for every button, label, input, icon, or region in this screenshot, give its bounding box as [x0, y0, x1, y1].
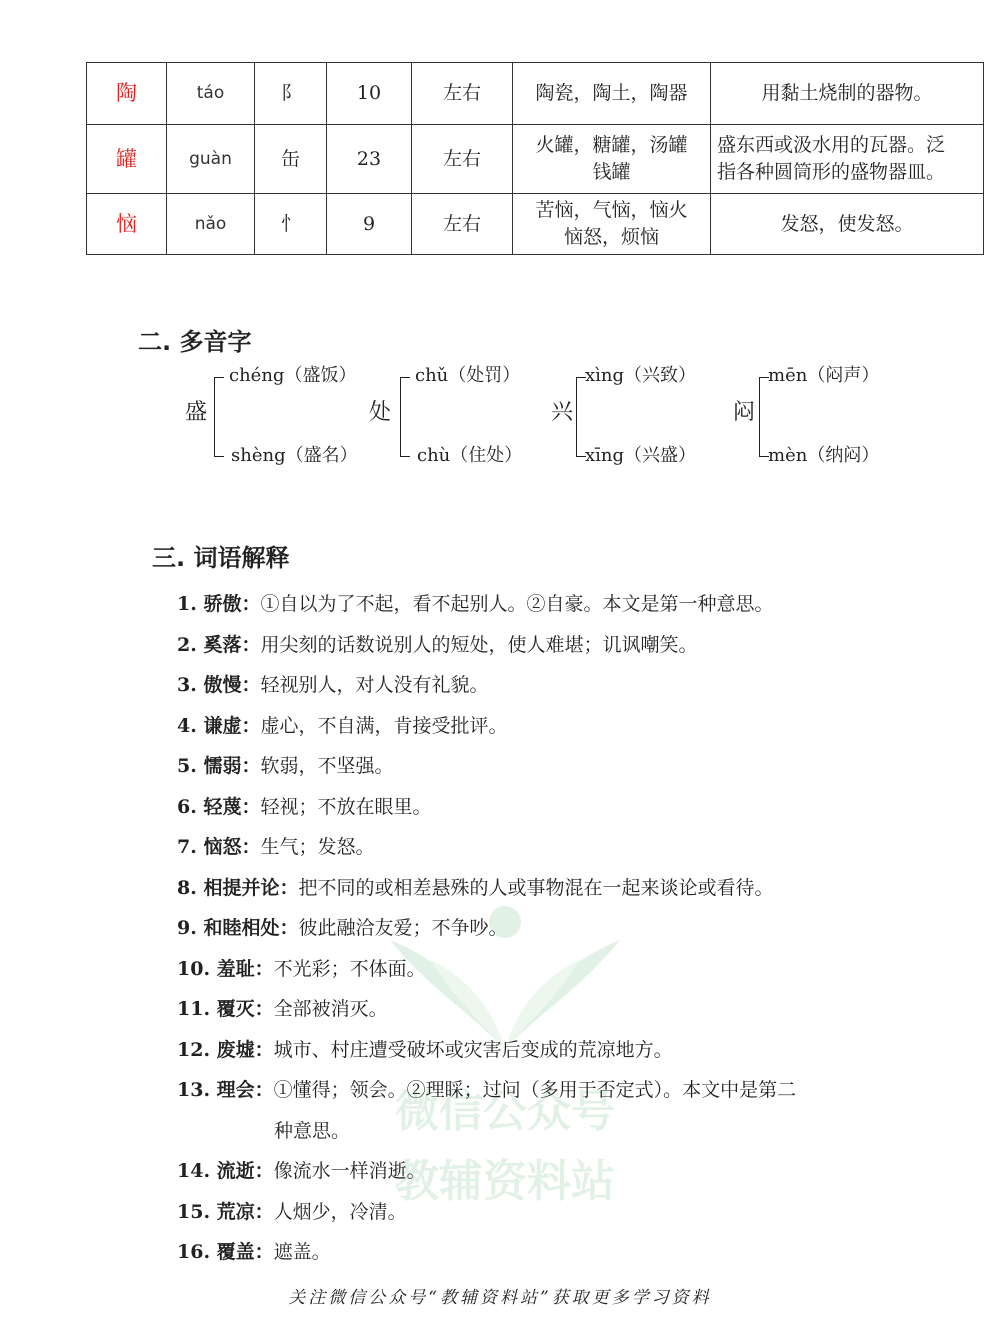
- pinyin-cell: táo: [167, 63, 255, 125]
- words-line: 陶瓷，陶土，陶器: [535, 82, 688, 104]
- polyphonic-group: [551, 365, 731, 475]
- polyphonic-char: 兴: [551, 400, 574, 425]
- definition: 全部被消灭。: [273, 998, 388, 1020]
- definition: 虚心，不自满，肯接受批评。: [260, 714, 508, 737]
- list-item: [177, 1030, 877, 1071]
- term: 10. 羞耻：: [177, 957, 274, 980]
- words-line: 火罐，糖罐，汤罐: [535, 134, 688, 156]
- vocabulary-list: [177, 584, 877, 1273]
- definition: 彼此融洽友爱；不争吵。: [298, 917, 508, 939]
- definition: 城市、村庄遭受破坏或灾害后变成的荒凉地方。: [273, 1038, 673, 1061]
- list-item: [177, 584, 877, 625]
- watermark-line: 教辅资料站: [395, 1156, 615, 1207]
- list-item: [177, 706, 877, 747]
- table-row: [87, 63, 984, 125]
- structure-cell: 左右: [412, 194, 513, 255]
- term: 6. 轻蔑：: [177, 795, 261, 818]
- list-item: [177, 1232, 877, 1273]
- term: 4. 谦虚：: [177, 714, 261, 737]
- reading-bottom: mèn（纳闷）: [768, 445, 880, 466]
- list-item: [177, 625, 877, 666]
- term: 2. 奚落：: [177, 633, 261, 656]
- vocabulary-heading: 三. 词语解释: [152, 544, 290, 572]
- words-line: 苦恼，气恼，恼火: [535, 199, 688, 221]
- term: 7. 恼怒：: [177, 836, 261, 858]
- meaning-cell: [711, 63, 984, 125]
- definition-continued: 种意思。: [274, 1119, 351, 1142]
- reading-bottom: shèng（盛名）: [231, 445, 358, 466]
- table-row: [87, 194, 984, 255]
- polyphonic-heading: 二. 多音字: [138, 328, 252, 356]
- term: 1. 骄傲：: [177, 593, 261, 615]
- term: 12. 废墟：: [177, 1038, 274, 1061]
- words-line: 恼怒，烦恼: [563, 226, 659, 248]
- term: 13. 理会：: [177, 1079, 274, 1101]
- strokes-cell: 9: [327, 194, 412, 255]
- char-cell: 罐: [87, 125, 167, 194]
- list-item: [177, 949, 877, 990]
- polyphonic-char: 闷: [733, 400, 756, 425]
- pinyin-cell: guàn: [167, 125, 255, 194]
- reading-top: xìng（兴致）: [585, 365, 697, 386]
- definition: 遮盖。: [273, 1241, 331, 1263]
- meaning-line: 指各种圆筒形的盛物器皿。: [717, 161, 946, 183]
- definition: 像流水一样消逝。: [273, 1160, 426, 1182]
- polyphonic-group: [185, 365, 365, 475]
- watermark-line: 微信公众号: [395, 1086, 615, 1137]
- polyphonic-group: [369, 365, 549, 475]
- list-item: [177, 1151, 877, 1192]
- footer-note: 关注微信公众号“教辅资料站”获取更多学习资料: [288, 1288, 712, 1308]
- definition: 轻视别人，对人没有礼貌。: [260, 674, 489, 696]
- definition: 软弱，不坚强。: [260, 755, 394, 777]
- words-cell: [513, 125, 711, 194]
- char-cell: 恼: [87, 194, 167, 255]
- definition: 人烟少，冷清。: [273, 1200, 407, 1223]
- definition: 不光彩；不体面。: [273, 957, 426, 980]
- reading-bottom: xīng（兴盛）: [585, 445, 697, 466]
- strokes-cell: 23: [327, 125, 412, 194]
- words-cell: [513, 63, 711, 125]
- term: 14. 流逝：: [177, 1160, 274, 1182]
- table-row: [87, 125, 984, 194]
- definition: 轻视；不放在眼里。: [260, 795, 432, 818]
- definition: 生气；发怒。: [260, 836, 375, 858]
- polyphonic-group: [733, 365, 913, 475]
- list-item: [177, 787, 877, 828]
- term: 11. 覆灭：: [177, 998, 274, 1020]
- definition: 用尖刻的话数说别人的短处，使人难堪；讥讽嘲笑。: [260, 633, 698, 656]
- term: 16. 覆盖：: [177, 1241, 274, 1263]
- term: 8. 相提并论：: [177, 876, 299, 899]
- term: 9. 和睦相处：: [177, 917, 299, 939]
- meaning-line: 盛东西或汲水用的瓦器。泛: [717, 134, 946, 156]
- strokes-cell: 10: [327, 63, 412, 125]
- term: 5. 懦弱：: [177, 755, 261, 777]
- list-item: [177, 827, 877, 868]
- definition: ①自以为了不起，看不起别人。②自豪。本文是第一种意思。: [260, 593, 774, 615]
- radical-cell: 缶: [255, 125, 327, 194]
- term: 15. 荒凉：: [177, 1200, 274, 1223]
- polyphonic-char: 处: [369, 400, 392, 425]
- structure-cell: 左右: [412, 63, 513, 125]
- structure-cell: 左右: [412, 125, 513, 194]
- words-line: 钱罐: [592, 161, 631, 183]
- radical-cell: 阝: [255, 63, 327, 125]
- list-item: [177, 908, 877, 949]
- term: 3. 傲慢：: [177, 674, 261, 696]
- polyphonic-char: 盛: [185, 400, 208, 425]
- pinyin-cell: nǎo: [167, 194, 255, 255]
- reading-top: mēn（闷声）: [768, 365, 880, 386]
- list-item: [177, 665, 877, 706]
- meaning-line: 发怒，使发怒。: [780, 212, 914, 235]
- meaning-line: 用黏土烧制的器物。: [761, 82, 933, 104]
- char-cell: 陶: [87, 63, 167, 125]
- meaning-cell: [711, 194, 984, 255]
- definition: 把不同的或相差悬殊的人或事物混在一起来谈论或看待。: [298, 876, 774, 899]
- list-item: [177, 1070, 877, 1151]
- words-cell: [513, 194, 711, 255]
- list-item: [177, 868, 877, 909]
- character-table: [86, 62, 984, 255]
- meaning-cell: [711, 125, 984, 194]
- reading-bottom: chù（住处）: [417, 445, 523, 466]
- list-item: [177, 989, 877, 1030]
- bracket-icon: [400, 377, 410, 457]
- reading-top: chéng（盛饭）: [229, 365, 357, 386]
- list-item: [177, 1192, 877, 1233]
- definition: ①懂得；领会。②理睬；过问（多用于否定式）。本文中是第二: [273, 1079, 797, 1101]
- list-item: [177, 746, 877, 787]
- radical-cell: 忄: [255, 194, 327, 255]
- reading-top: chǔ（处罚）: [415, 365, 521, 386]
- bracket-icon: [214, 377, 224, 457]
